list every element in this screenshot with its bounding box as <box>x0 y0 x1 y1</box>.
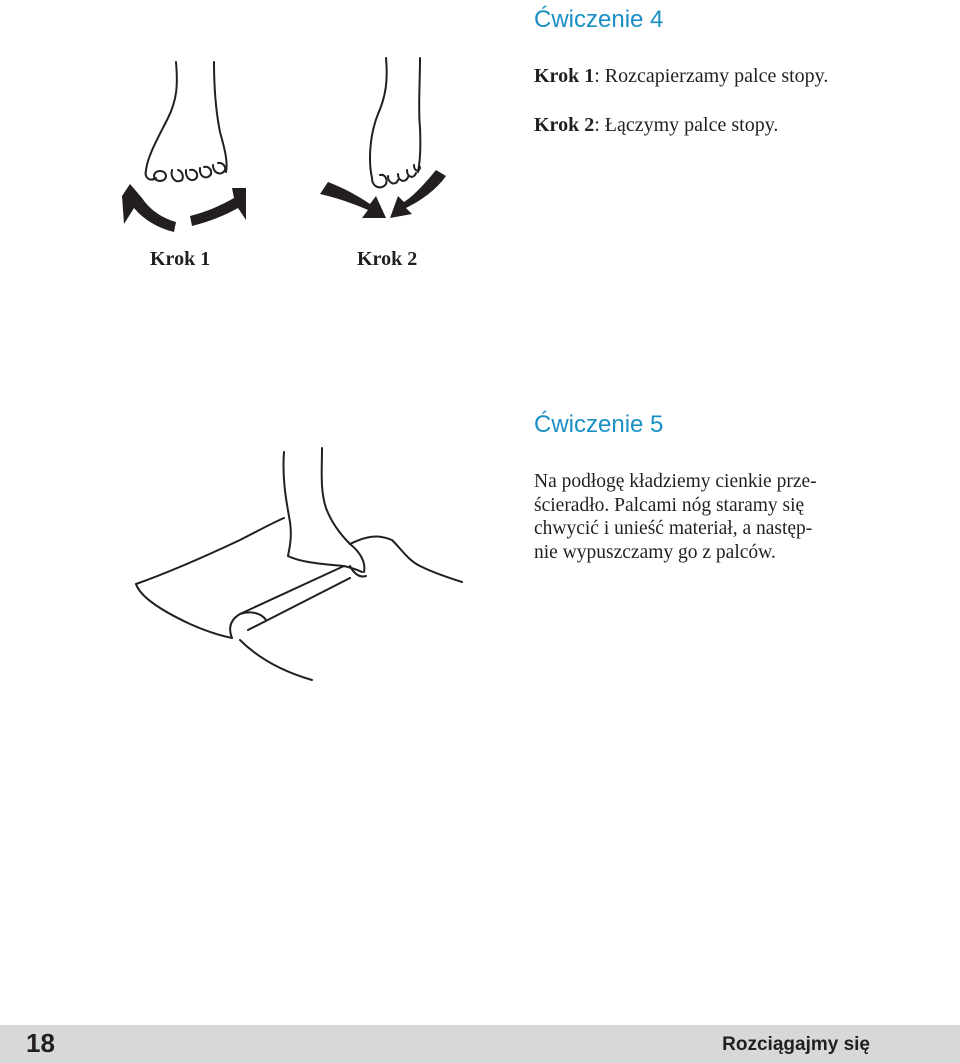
foot-step-2-illustration <box>320 58 446 218</box>
exercise-4-title: Ćwiczenie 4 <box>534 6 664 33</box>
step-1-text: : Rozcapierzamy palce stopy. <box>594 65 829 87</box>
description-line: chwycić i unieść materiał, a następ- <box>534 518 813 539</box>
caption-step-2: Krok 2 <box>357 248 418 270</box>
step-2-label: Krok 2 <box>534 114 595 136</box>
step-1-label: Krok 1 <box>534 65 595 87</box>
section-title: Rozciągajmy się <box>722 1034 870 1055</box>
foot-towel-illustration <box>136 448 462 680</box>
page-number: 18 <box>26 1028 55 1058</box>
page-footer <box>0 1025 960 1063</box>
exercise-5-description <box>534 470 874 564</box>
foot-step-1-illustration <box>122 62 246 232</box>
caption-step-1: Krok 1 <box>150 248 211 270</box>
description-line: Na podłogę kładziemy cienkie prze- <box>534 471 817 492</box>
exercise-5-title: Ćwiczenie 5 <box>534 411 664 438</box>
description-line: ścieradło. Palcami nóg staramy się <box>534 494 805 516</box>
step-2-text: : Łączymy palce stopy. <box>594 114 779 136</box>
description-line: nie wypuszczamy go z palców. <box>534 541 776 563</box>
